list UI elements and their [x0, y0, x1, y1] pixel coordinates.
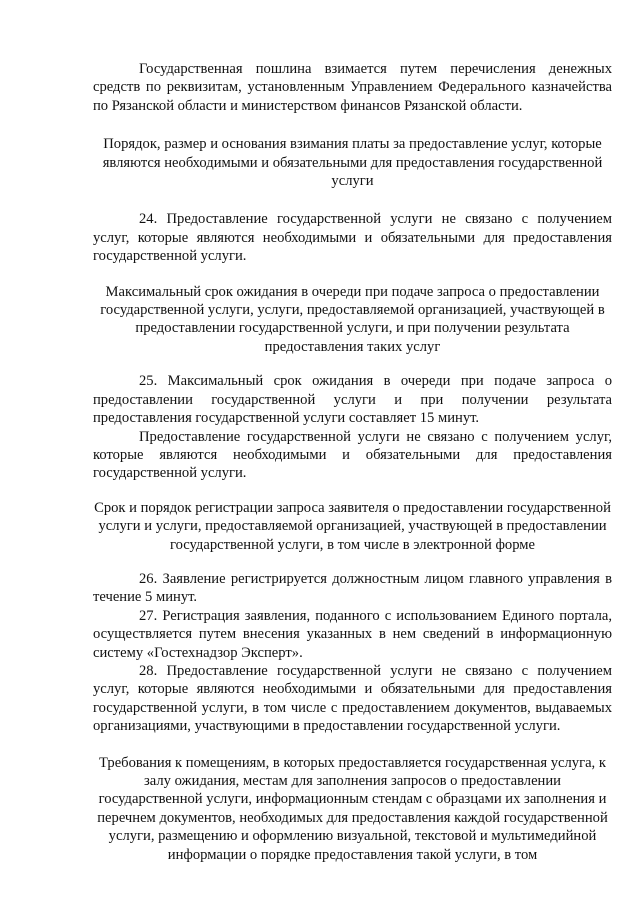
paragraph-25-continued: Предоставление государственной услуги не связано с получением услуг, которые являются необходимыми и обязательными для предоставления государственной услуги. [93, 428, 612, 482]
document-page [93, 60, 612, 864]
section-heading-premises-requirements: Требования к помещениям, в которых предоставляется государственная услуга, к залу ожидания, местам для заполнения запросов о предоставлении государственной услуги, информационным стендам с образцами их заполнения и перечнем документов, необходимых для предоставления каждой государственной услуги, размещению и оформлению визуальной, текстовой и мультимедийной информации о порядке предоставления такой услуги, в том [97, 754, 608, 863]
paragraph-duty-payment: Государственная пошлина взимается путем перечисления денежных средств по реквизитам, установленным Управлением Федерального казначейства по Рязанской области и министерством финансов Рязанской области. [93, 61, 612, 114]
section-heading-queue-time: Максимальный срок ожидания в очереди при подаче запроса о предоставлении государственной услуги, услуги, предоставляемой организацией, участвующей в предоставлении государственной услуги, и при получении результата предоставления таких услуг [100, 283, 605, 355]
paragraph-24: 24. Предоставление государственной услуги не связано с получением услуг, которые являются необходимыми и обязательными для предоставления государственной услуги. [93, 211, 612, 265]
paragraph-27: 27. Регистрация заявления, поданного с использованием Единого портала, осуществляется путем внесения указанных в нем сведений в информационную систему «Гостехнадзор Эксперт». [93, 607, 612, 661]
paragraph-28: 28. Предоставление государственной услуги не связано с получением услуг, которые являются необходимыми и обязательными для предоставления государственной услуги, в том числе с предоставлением документов, выдаваемых организациями, участвующими в предоставлении государственной услуги. [93, 662, 612, 735]
paragraph-26: 26. Заявление регистрируется должностным лицом главного управления в течение 5 минут. [93, 570, 612, 606]
paragraph-25: 25. Максимальный срок ожидания в очереди при подаче запроса о предоставлении государственной услуги и при получении результата предоставления государственной услуги составляет 15 минут. [93, 373, 612, 427]
section-heading-registration: Срок и порядок регистрации запроса заявителя о предоставлении государственной услуги и услуги, предоставляемой организацией, участвующей в предоставлении государственной услуги, в том числе в электронной форме [94, 499, 611, 553]
section-heading-payment-procedure: Порядок, размер и основания взимания платы за предоставление услуг, которые являются необходимыми и обязательными для предоставления государственной услуги [102, 136, 603, 190]
